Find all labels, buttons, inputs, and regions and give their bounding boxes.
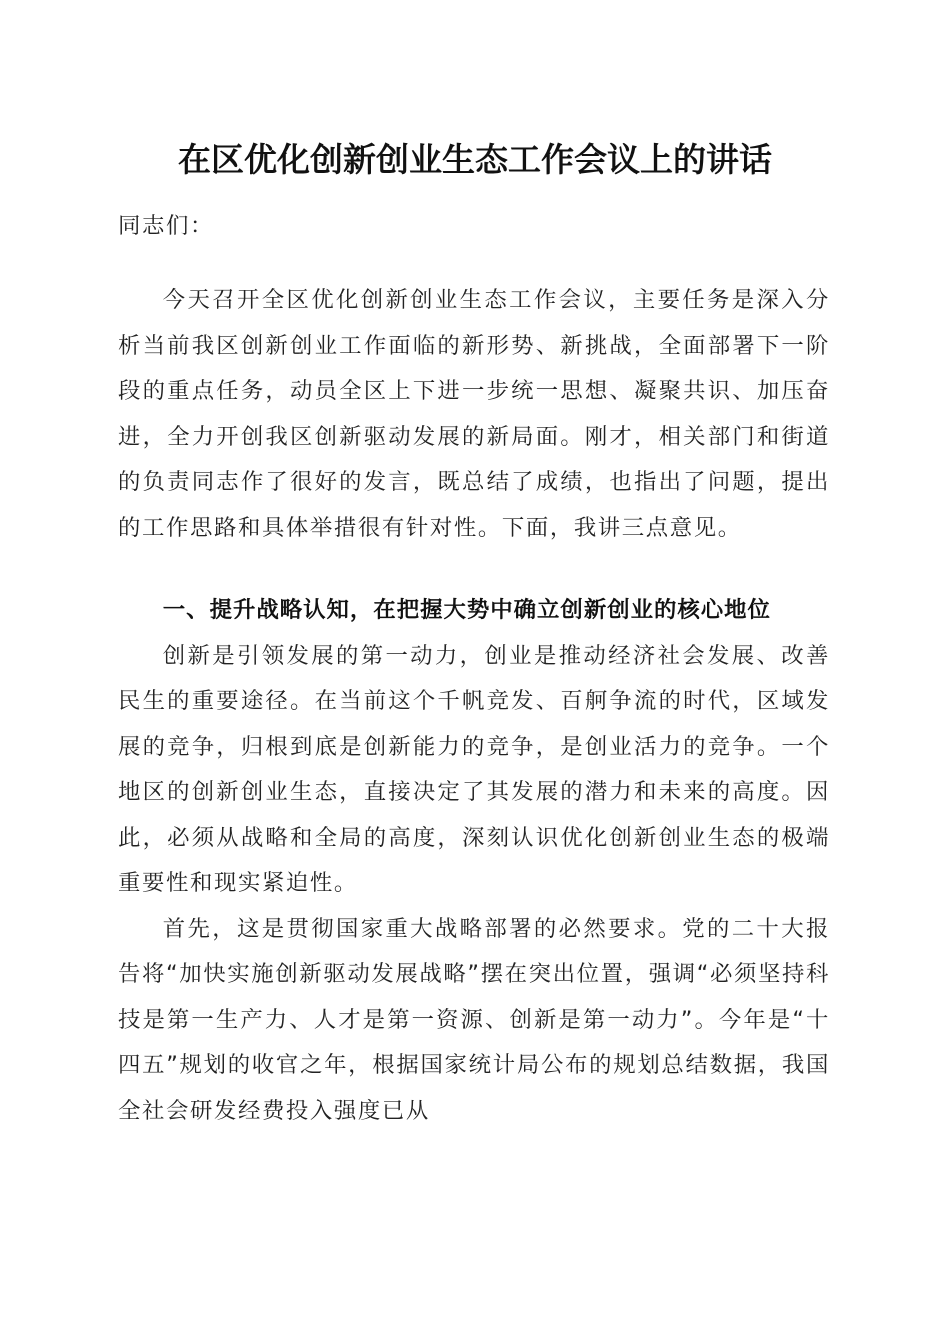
body-section-intro xyxy=(118,278,830,551)
paragraph-first-point: 首先，这是贯彻国家重大战略部署的必然要求。党的二十大报告将“加快实施创新驱动发展战略”摆在突出位置，强调“必须坚持科技是第一生产力、人才是第一资源、创新是第一动力”。今年是“十四五”规划的收官之年，根据国家统计局公布的规划总结数据，我国全社会研发经费投入强度已从 xyxy=(118,915,830,1124)
section-heading-1: 一、提升战略认知，在把握大势中确立创新创业的核心地位 xyxy=(162,597,771,623)
body-section-one xyxy=(118,588,830,1134)
greeting: 同志们： xyxy=(118,213,214,239)
paragraph-section-1: 创新是引领发展的第一动力，创业是推动经济社会发展、改善民生的重要途径。在当前这个千帆竞发、百舸争流的时代，区域发展的竞争，归根到底是创新能力的竞争，是创业活力的竞争。一个地区的创新创业生态，直接决定了其发展的潜力和未来的高度。因此，必须从战略和全局的高度，深刻认识优化创新创业生态的极端重要性和现实紧迫性。 xyxy=(118,642,830,896)
paragraph-intro: 今天召开全区优化创新创业生态工作会议，主要任务是深入分析当前我区创新创业工作面临的新形势、新挑战，全面部署下一阶段的重点任务，动员全区上下进一步统一思想、凝聚共识、加压奋进，全力开创我区创新驱动发展的新局面。刚才，相关部门和街道的负责同志作了很好的发言，既总结了成绩，也指出了问题，提出的工作思路和具体举措很有针对性。下面，我讲三点意见。 xyxy=(118,287,830,541)
document-title: 在区优化创新创业生态工作会议上的讲话 xyxy=(178,140,772,179)
